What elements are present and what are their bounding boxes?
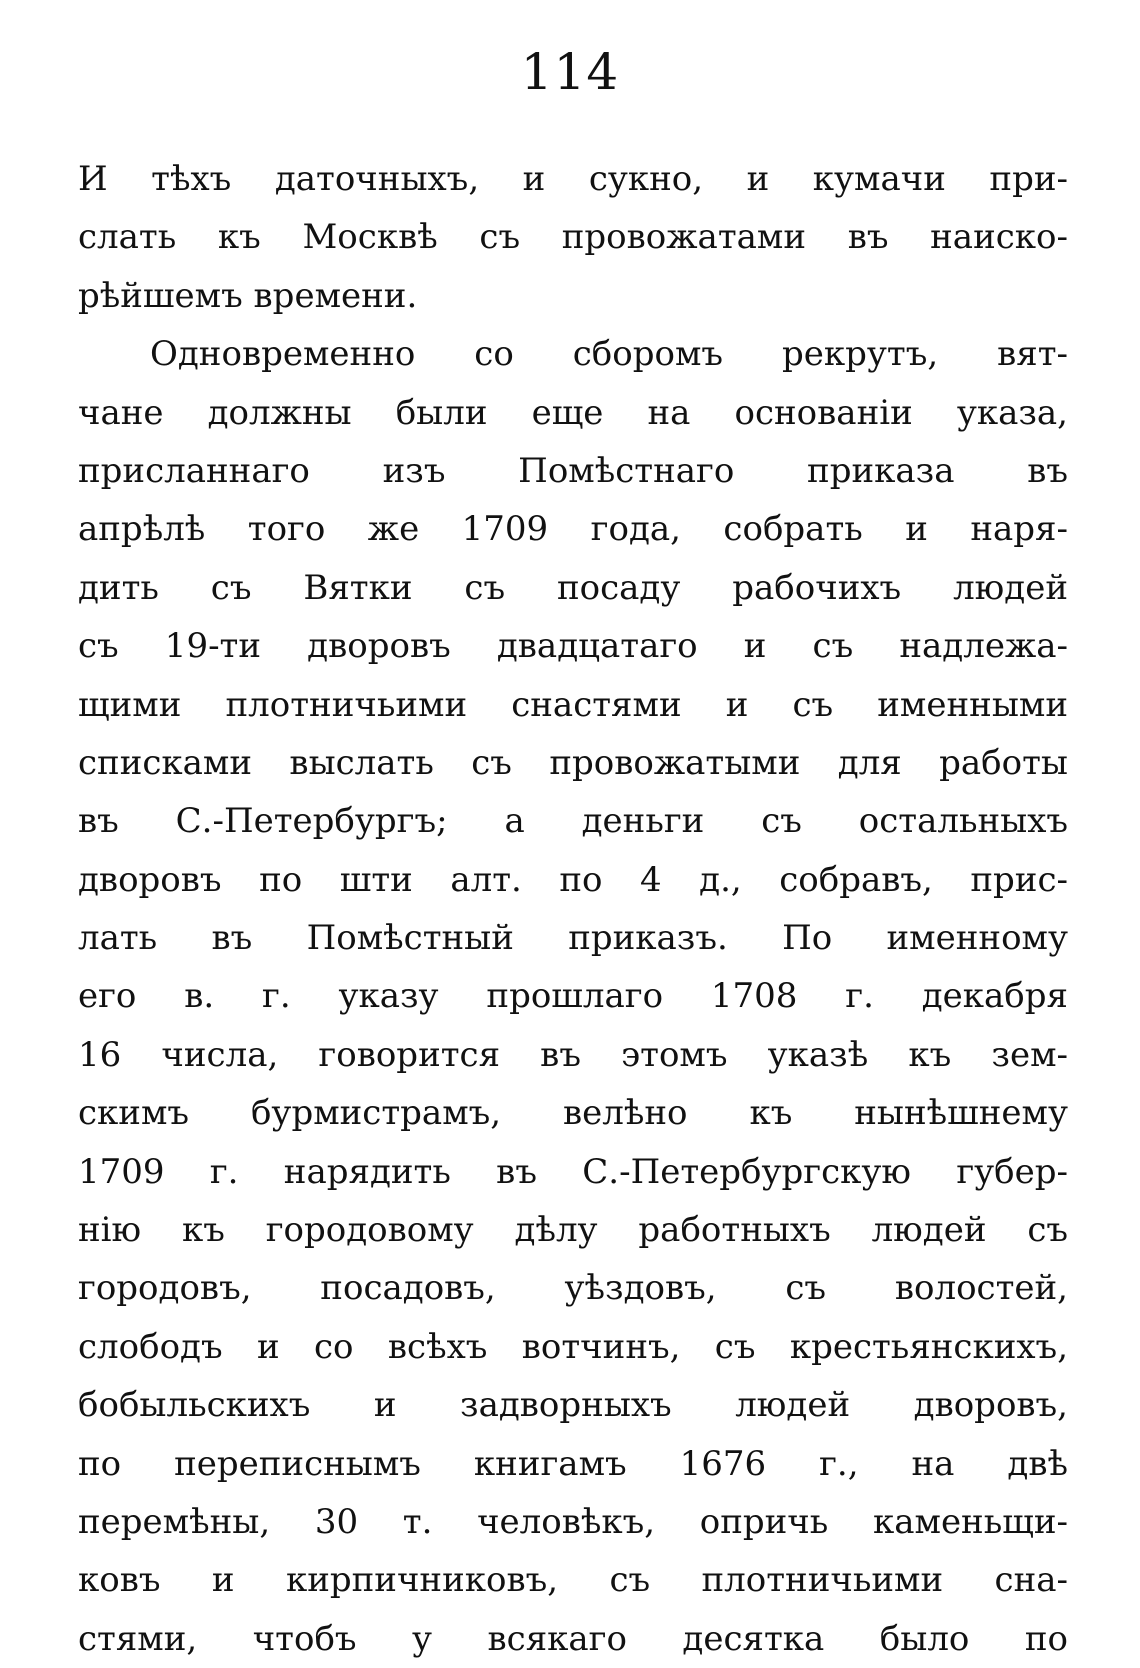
text-line: щими плотничьими снастями и съ именными <box>78 684 1068 725</box>
text-line: присланнаго изъ Помѣстнаго приказа въ <box>78 450 1068 491</box>
text-line: слободъ и со всѣхъ вотчинъ, съ крестьянскихъ, <box>78 1326 1068 1367</box>
text-line: списками выслать съ провожатыми для работы <box>78 742 1068 783</box>
text-line: его в. г. указу прошлаго 1708 г. декабря <box>78 976 1068 1017</box>
text-line: чане должны были еще на основаніи указа, <box>78 392 1068 433</box>
text-line: бобыльскихъ и задворныхъ людей дворовъ, <box>78 1385 1068 1426</box>
paragraph-first-line: Одновременно со сборомъ рекрутъ, вят- <box>150 334 1068 375</box>
text-line: 1709 г. нарядить въ С.-Петербургскую губер- <box>78 1151 1068 1192</box>
text-line: И тѣхъ даточныхъ, и сукно, и кумачи при- <box>78 159 1068 199</box>
text-line: лать въ Помѣстный приказъ. По именному <box>78 918 1068 959</box>
text-line: ковъ и кирпичниковъ, съ плотничьими сна- <box>78 1560 1068 1601</box>
text-line: 16 числа, говорится въ этомъ указѣ къ зем- <box>78 1034 1068 1075</box>
text-line: апрѣлѣ того же 1709 года, собрать и наря- <box>78 509 1068 550</box>
text-body <box>78 150 1068 1668</box>
text-line: слать къ Москвѣ съ провожатами въ наиско- <box>78 217 1068 258</box>
text-line: дить съ Вятки съ посаду рабочихъ людей <box>78 567 1068 608</box>
text-line: съ 19-ти дворовъ двадцатаго и съ надлежа- <box>78 626 1068 667</box>
text-line: стями, чтобъ у всякаго десятка было по <box>78 1618 1068 1659</box>
text-line: перемѣны, 30 т. человѣкъ, опричь каменьщи- <box>78 1501 1068 1542</box>
page-number: 114 <box>520 43 620 101</box>
text-line: дворовъ по шти алт. по 4 д., собравъ, прис- <box>78 859 1068 900</box>
text-line: по переписнымъ книгамъ 1676 г., на двѣ <box>78 1443 1068 1484</box>
text-line: скимъ бурмистрамъ, велѣно къ нынѣшнему <box>78 1093 1068 1134</box>
text-line: въ С.-Петербургъ; а деньги съ остальныхъ <box>78 801 1068 842</box>
text-line: рѣйшемъ времени. <box>78 275 418 316</box>
text-line: городовъ, посадовъ, уѣздовъ, съ волостей, <box>78 1268 1068 1309</box>
text-line: нію къ городовому дѣлу работныхъ людей съ <box>78 1210 1068 1251</box>
